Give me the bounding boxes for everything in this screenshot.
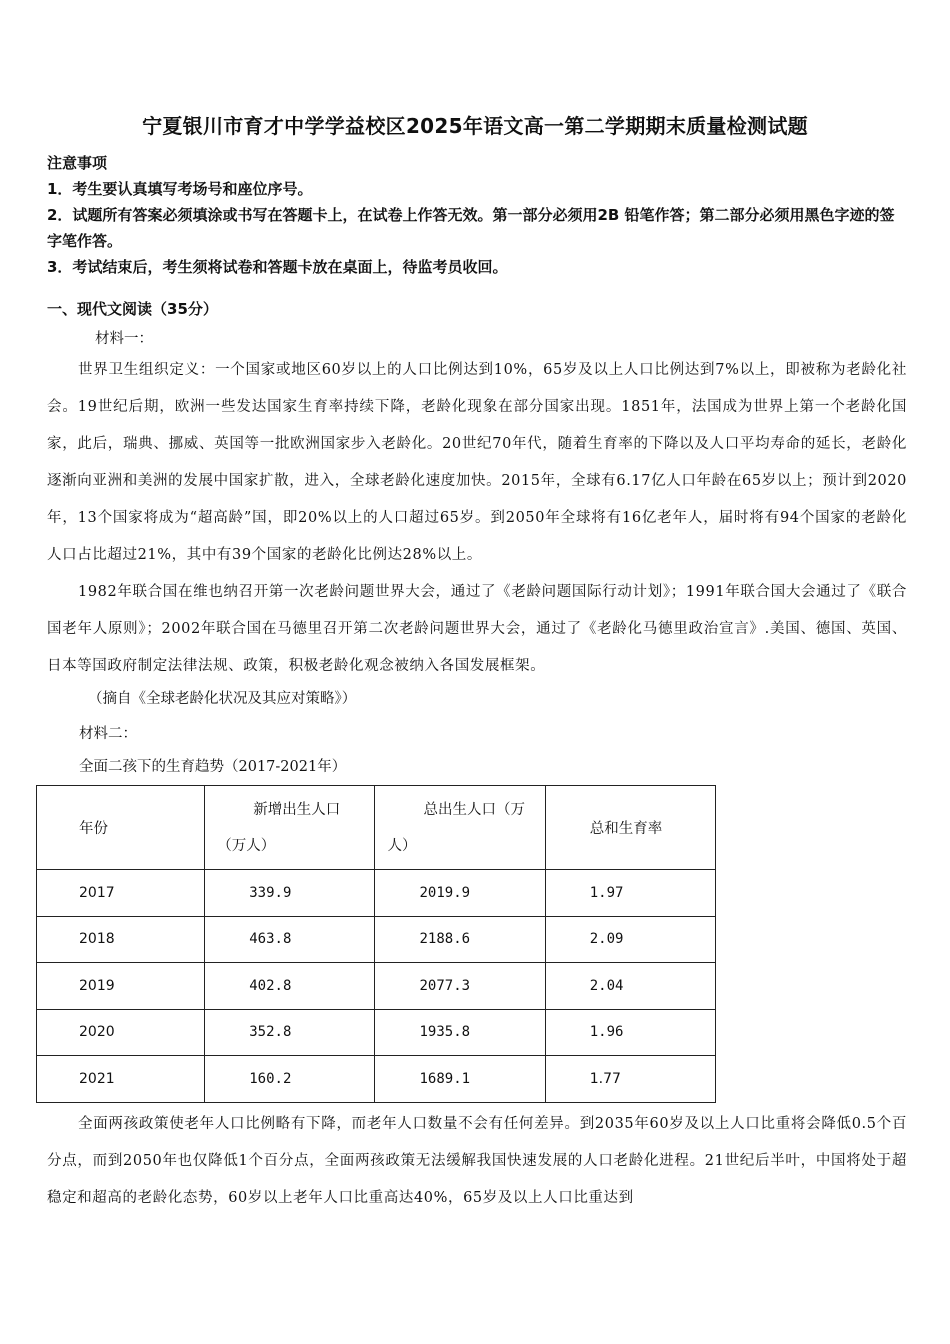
header-new-births-line1: 新增出生人口 (253, 801, 341, 818)
section-title: 一、现代文阅读（35分） (47, 300, 218, 318)
cell-total-births: 2019.9 (375, 870, 545, 917)
notice-heading: 注意事项 (47, 154, 108, 172)
table-row (37, 870, 716, 917)
header-total-births-line1: 总出生人口（万 (423, 801, 525, 818)
notice-item-3: 3．考试结束后，考生须将试卷和答题卡放在桌面上，待监考员收回。 (47, 258, 508, 276)
after-table-text (47, 1106, 907, 1217)
cell-total-births: 1689.1 (375, 1056, 545, 1103)
notice-item-2: 2．试题所有答案必须填涂或书写在答题卡上，在试卷上作答无效。第一部分必须用2B 铅笔作答；第二部分必须用黑色字迹的签字笔作答。 (47, 206, 895, 250)
material2-label: 材料二： (79, 726, 137, 742)
table-header-row (37, 786, 716, 870)
cell-tfr: 1.97 (545, 870, 715, 917)
cell-new-births: 339.9 (205, 870, 375, 917)
cell-total-births: 2077.3 (375, 963, 545, 1010)
cell-year: 2018 (37, 916, 205, 963)
cell-tfr: 1.77 (545, 1056, 715, 1103)
material1-label: 材料一： (95, 331, 153, 347)
header-total-births (375, 786, 545, 870)
header-tfr: 总和生育率 (545, 786, 715, 870)
notice-item-1: 1．考生要认真填写考场号和座位序号。 (47, 180, 313, 198)
cell-new-births: 160.2 (205, 1056, 375, 1103)
cell-tfr: 1.96 (545, 1009, 715, 1056)
cell-year: 2017 (37, 870, 205, 917)
header-year: 年份 (37, 786, 205, 870)
table-row (37, 963, 716, 1010)
header-new-births (205, 786, 375, 870)
notice-block (47, 150, 907, 280)
cell-total-births: 1935.8 (375, 1009, 545, 1056)
material1-source: （摘自《全球老龄化状况及其应对策略》） (88, 691, 357, 707)
cell-year: 2019 (37, 963, 205, 1010)
cell-new-births: 352.8 (205, 1009, 375, 1056)
cell-new-births: 463.8 (205, 916, 375, 963)
cell-tfr: 2.04 (545, 963, 715, 1010)
cell-year: 2021 (37, 1056, 205, 1103)
table-row (37, 916, 716, 963)
cell-tfr: 2.09 (545, 916, 715, 963)
cell-new-births: 402.8 (205, 963, 375, 1010)
after-table-paragraph: 全面两孩政策使老年人口比例略有下降，而老年人口数量不会有任何差异。到2035年60岁及以上人口比重将会降低0.5个百分点，而到2050年也仅降低1个百分点，全面两孩政策无法缓解我国快速发展的人口老龄化进程。21世纪后半叶，中国将处于超稳定和超高的老龄化态势，60岁以上老年人口比重高达40%，65岁及以上人口比重达到 (47, 1116, 907, 1206)
header-total-births-line2: 人） (387, 837, 417, 854)
birth-trend-table (36, 785, 716, 1103)
material1-text (47, 352, 907, 685)
page-title: 宁夏银川市育才中学学益校区2025年语文高一第二学期期末质量检测试题 (142, 114, 808, 138)
table-row (37, 1056, 716, 1103)
cell-year: 2020 (37, 1009, 205, 1056)
cell-total-births: 2188.6 (375, 916, 545, 963)
header-new-births-line2: （万人） (217, 837, 276, 854)
material1-paragraph-2: 1982年联合国在维也纳召开第一次老龄问题世界大会，通过了《老龄问题国际行动计划》；1991年联合国大会通过了《联合国老年人原则》；2002年联合国在马德里召开第二次老龄问题世界大会，通过了《老龄化马德里政治宣言》.美国、德国、英国、日本等国政府制定法律法规、政策，积极老龄化观念被纳入各国发展框架。 (47, 584, 907, 674)
table-caption: 全面二孩下的生育趋势（2017-2021年） (79, 759, 347, 775)
material1-paragraph-1: 世界卫生组织定义：一个国家或地区60岁以上的人口比例达到10%，65岁及以上人口比例达到7%以上，即被称为老龄化社会。19世纪后期，欧洲一些发达国家生育率持续下降，老龄化现象在部分国家出现。1851年，法国成为世界上第一个老龄化国家，此后，瑞典、挪威、英国等一批欧洲国家步入老龄化。20世纪70年代，随着生育率的下降以及人口平均寿命的延长，老龄化逐渐向亚洲和美洲的发展中国家扩散，进入，全球老龄化速度加快。2015年，全球有6.17亿人口年龄在65岁以上；预计到2020年，13个国家将成为“超高龄”国，即20%以上的人口超过65岁。到2050年全球将有16亿老年人，届时将有94个国家的老龄化人口占比超过21%，其中有39个国家的老龄化比例达28%以上。 (47, 362, 907, 563)
table-row (37, 1009, 716, 1056)
